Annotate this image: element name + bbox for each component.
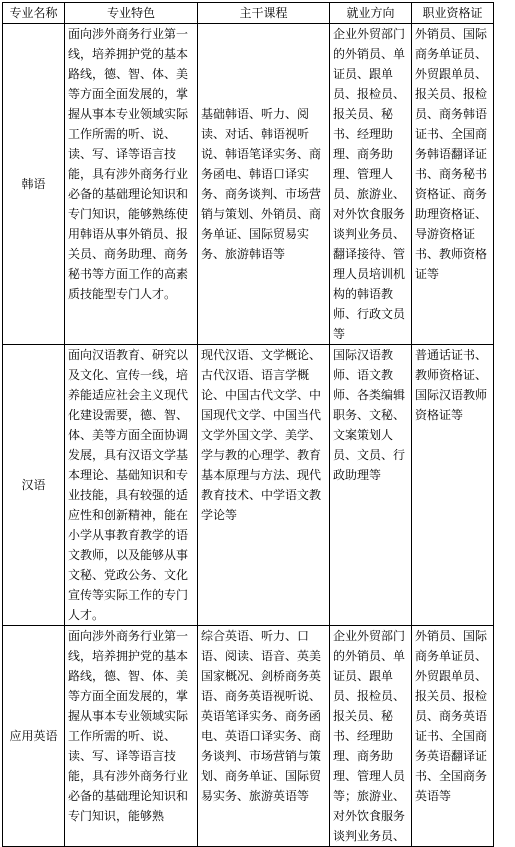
header-main-courses: 主干课程 <box>198 3 330 24</box>
employment-direction: 企业外贸部门的外销员、单证员、跟单员、报检员、报关员、秘书、经理助理、商务助理、管理人员等；旅游业、对外饮食服务谈判业务员、 <box>330 626 412 847</box>
header-certificates: 职业资格证 <box>412 3 494 24</box>
main-courses: 现代汉语、文学概论、古代汉语、语言学概论、中国古代文学、中国现代文学、中国当代文学外国文学、美学、学与教的心理学、教育基本原理与方法、现代教育技术、中学语文教学论等 <box>198 345 330 626</box>
table-header-row <box>3 3 494 24</box>
header-major-feature: 专业特色 <box>65 3 198 24</box>
major-name: 汉语 <box>3 345 65 626</box>
majors-table <box>2 2 494 847</box>
table-row <box>3 626 494 847</box>
employment-direction: 企业外贸部门的外销员、单证员、跟单员、报检员、报关员、秘书、经理助理、商务助理、管理人员、旅游业、对外饮食服务谈判业务员、翻译接待、管理人员培训机构的韩语教师、行政文员等 <box>330 24 412 345</box>
certificates: 普通话证书、教师资格证、国际汉语教师资格证等 <box>412 345 494 626</box>
major-feature: 面向涉外商务行业第一线，培养拥护党的基本路线，德、智、体、美等方面全面发展的，掌握从事本专业领域实际工作所需的听、说、读、写、译等语言技能，具有涉外商务行业必备的基础理论知识和专门知识，能够熟练使用韩语从事外销员、报关员、商务助理、商务秘书等方面工作的高素质技能型专门人才。 <box>65 24 198 345</box>
header-employment: 就业方向 <box>330 3 412 24</box>
employment-direction: 国际汉语教师、语文教师、各类编辑职务、文秘、文案策划人员、文员、行政助理等 <box>330 345 412 626</box>
major-name: 韩语 <box>3 24 65 345</box>
table-row <box>3 345 494 626</box>
major-name: 应用英语 <box>3 626 65 847</box>
major-feature: 面向涉外商务行业第一线，培养拥护党的基本路线，德、智、体、美等方面全面发展的，掌握从事本专业领域实际工作所需的听、说、读、写、译等语言技能，具有涉外商务行业必备的基础理论知识和专门知识，能够熟 <box>65 626 198 847</box>
header-major-name: 专业名称 <box>3 3 65 24</box>
table-row <box>3 24 494 345</box>
certificates: 外销员、国际商务单证员、外贸跟单员、报关员、报检员、商务韩语证书、全国商务韩语翻译证书、商务秘书资格证、商务助理资格证、导游资格证书、教师资格证等 <box>412 24 494 345</box>
certificates: 外销员、国际商务单证员、外贸跟单员、报关员、报检员、商务英语证书、全国商务英语翻译证书、全国商务英语等 <box>412 626 494 847</box>
main-courses: 综合英语、听力、口语、阅读、语音、英美国家概况、剑桥商务英语、商务英语视听说、英语笔译实务、商务函电、英语口译实务、商务谈判、市场营销与策划、商务单证、国际贸易实务、旅游英语等 <box>198 626 330 847</box>
main-courses: 基础韩语、听力、阅读、对话、韩语视听说、韩语笔译实务、商务函电、韩语口译实务、商务谈判、市场营销与策划、外销员、商务单证、国际贸易实务、旅游韩语等 <box>198 24 330 345</box>
major-feature: 面向汉语教育、研究以及文化、宣传一线，培养能适应社会主义现代化建设需要，德、智、体、美等方面全面协调发展，具有汉语文学基本理论、基础知识和专业技能，具有较强的适应性和创新精神，能在小学从事教育教学的语文教师，以及能够从事文秘、党政公务、文化宣传等实际工作的专门人才。 <box>65 345 198 626</box>
